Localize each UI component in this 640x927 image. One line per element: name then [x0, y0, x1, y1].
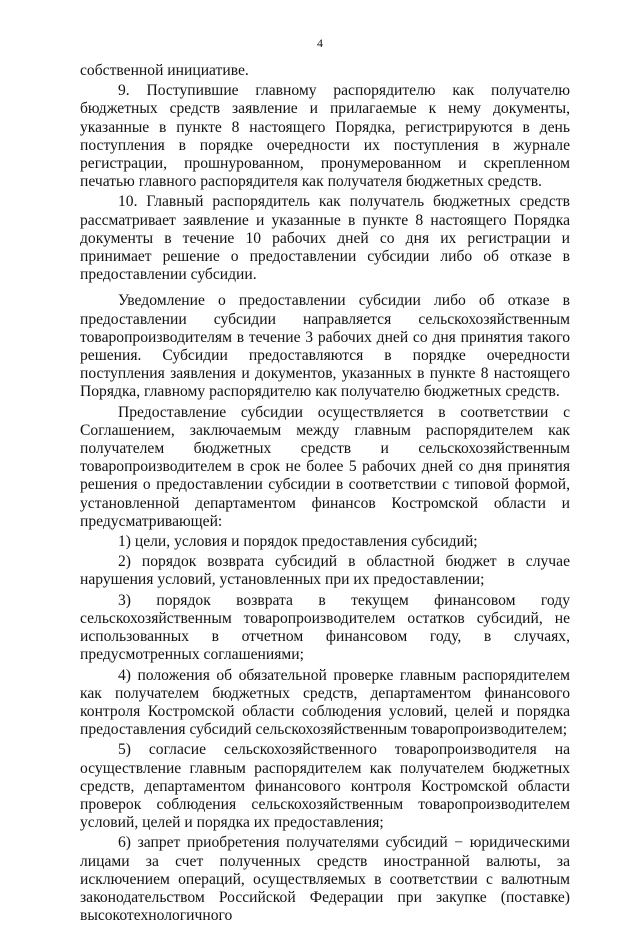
- paragraph: 6) запрет приобретения получателями субсидий − юридическими лицами за счет полученных средств иностранной валюты, за исключением операций, осуществляемых в соответствии с валютным законодательством Российской Федерации при закупке (поставке) высокотехнологичного: [80, 834, 570, 925]
- paragraph: 1) цели, условия и порядок предоставления субсидий;: [118, 533, 478, 551]
- page-number: 4: [317, 36, 323, 50]
- paragraph: 10. Главный распорядитель как получатель бюджетных средств рассматривает заявление и указанные в пункте 8 настоящего Порядка документы в течение 10 рабочих дней со дня их регистрации и принимает решение о предоставлении субсидии либо об отказе в предоставлении субсидии.: [80, 193, 570, 284]
- paragraph: Предоставление субсидии осуществляется в соответствии с Соглашением, заключаемым между главным распорядителем как получателем бюджетных средств и сельскохозяйственным товаропроизводителем в срок не более 5 рабочих дней со дня принятия решения о предоставлении субсидии в соответствии с типовой формой, установленной департаментом финансов Костромской области и предусматривающей:: [80, 403, 570, 530]
- paragraph: 4) положения об обязательной проверке главным распорядителем как получателем бюджетных средств, департаментом финансового контроля Костромской области соблюдения условий, целей и порядка предоставления субсидий сельскохозяйственным товаропроизводителем;: [80, 666, 570, 739]
- paragraph: 5) согласие сельскохозяйственного товаропроизводителя на осуществление главным распорядителем как получателем бюджетных средств, департаментом финансового контроля Костромской области проверок соблюдения сельскохозяйственным товаропроизводителем условий, целей и порядка их предоставления;: [80, 741, 570, 832]
- paragraph: 3) порядок возврата в текущем финансовом году сельскохозяйственным товаропроизводителем остатков субсидий, не использованных в отчетном финансовом году, в случаях, предусмотренных соглашениями;: [80, 591, 570, 664]
- paragraph: Уведомление о предоставлении субсидии либо об отказе в предоставлении субсидии направляется сельскохозяйственным товаропроизводителям в течение 3 рабочих дней со дня принятия такого решения. Субсидии предоставляются в порядке очередности поступления заявления и документов, указанных в пункте 8 настоящего Порядка, главному распорядителю как получателю бюджетных средств.: [80, 292, 570, 401]
- paragraph: собственной инициативе.: [80, 62, 249, 79]
- document-body: [80, 62, 570, 927]
- paragraph: 9. Поступившие главному распорядителю как получателю бюджетных средств заявление и прилагаемые к нему документы, указанные в пункте 8 настоящего Порядка, регистрируются в день поступления в порядке очередности их поступления в журнале регистрации, прошнурованном, пронумерованном и скрепленном печатью главного распорядителя как получателя бюджетных средств.: [80, 82, 570, 191]
- paragraph: 2) порядок возврата субсидий в областной бюджет в случае нарушения условий, установленных при их предоставлении;: [80, 553, 570, 589]
